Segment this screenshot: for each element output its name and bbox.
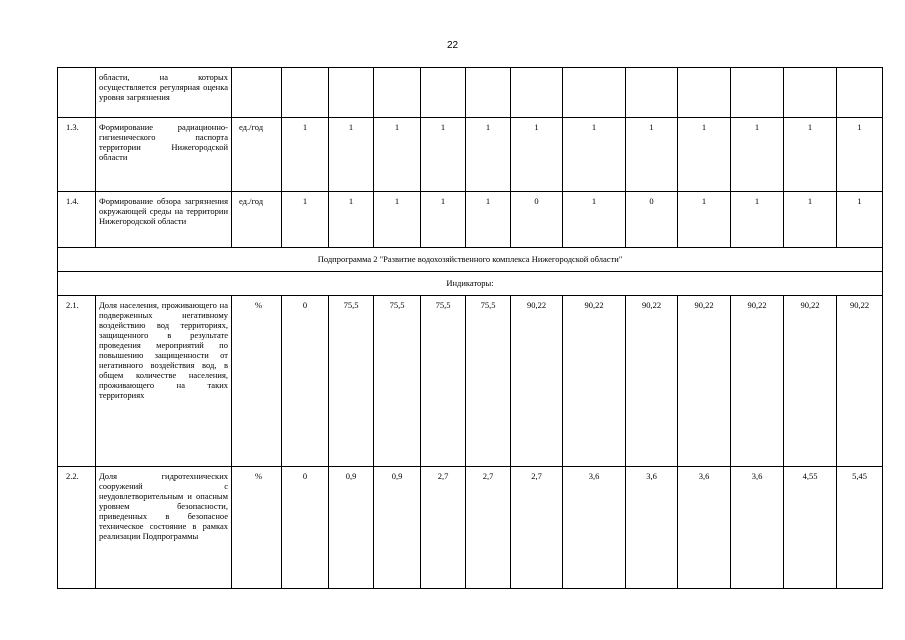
value-cell: 75,5 xyxy=(374,296,421,467)
value-cell: 1 xyxy=(329,118,374,192)
indicators-label: Индикаторы: xyxy=(58,272,883,296)
value-cell: 3,6 xyxy=(731,467,784,589)
value-cell: 1 xyxy=(466,192,511,248)
value-cell: 1 xyxy=(511,118,563,192)
value-cell xyxy=(374,68,421,118)
value-cell: 3,6 xyxy=(563,467,626,589)
row-number: 2.1. xyxy=(58,296,96,467)
value-cell: 1 xyxy=(784,192,837,248)
table-row xyxy=(58,467,883,589)
value-cell xyxy=(329,68,374,118)
value-cell: 90,22 xyxy=(563,296,626,467)
value-cell: 90,22 xyxy=(678,296,731,467)
subprogram-title: Подпрограмма 2 "Развитие водохозяйственного комплекса Нижегородской области" xyxy=(58,248,883,272)
value-cell: 3,6 xyxy=(678,467,731,589)
value-cell: 1 xyxy=(837,118,883,192)
value-cell: 0 xyxy=(282,467,329,589)
value-cell: 75,5 xyxy=(466,296,511,467)
table-row xyxy=(58,68,883,118)
value-cell: 1 xyxy=(329,192,374,248)
value-cell: 75,5 xyxy=(329,296,374,467)
value-cell xyxy=(784,68,837,118)
value-cell: 4,55 xyxy=(784,467,837,589)
value-cell: 1 xyxy=(421,192,466,248)
unit-cell: ед./год xyxy=(232,118,282,192)
value-cell: 1 xyxy=(282,118,329,192)
value-cell: 0 xyxy=(626,192,678,248)
value-cell: 1 xyxy=(466,118,511,192)
value-cell: 1 xyxy=(563,118,626,192)
value-cell xyxy=(731,68,784,118)
row-number xyxy=(58,68,96,118)
value-cell: 1 xyxy=(678,118,731,192)
unit-cell: % xyxy=(232,296,282,467)
value-cell: 90,22 xyxy=(784,296,837,467)
value-cell: 5,45 xyxy=(837,467,883,589)
indicator-name: Доля населения, проживающего на подверженных негативному воздействию вод территориях, защищенного в результате проведения мероприятий по повышению защищенности от негативного воздействия вод, в общем количестве населения, проживающего на таких территориях xyxy=(96,296,232,467)
value-cell: 1 xyxy=(837,192,883,248)
row-number: 2.2. xyxy=(58,467,96,589)
value-cell: 90,22 xyxy=(626,296,678,467)
value-cell: 2,7 xyxy=(466,467,511,589)
value-cell xyxy=(626,68,678,118)
value-cell xyxy=(678,68,731,118)
table-row xyxy=(58,296,883,467)
subprogram-row xyxy=(58,248,883,272)
value-cell: 1 xyxy=(731,118,784,192)
value-cell: 75,5 xyxy=(421,296,466,467)
value-cell: 1 xyxy=(563,192,626,248)
value-cell: 1 xyxy=(626,118,678,192)
value-cell xyxy=(421,68,466,118)
value-cell: 1 xyxy=(374,118,421,192)
indicators-header-row xyxy=(58,272,883,296)
indicator-name: Доля гидротехнических сооружений с неудовлетворительным и опасным уровнем безопасности, приведенных в безопасное техническое состояние в рамках реализации Подпрограммы xyxy=(96,467,232,589)
value-cell: 1 xyxy=(784,118,837,192)
value-cell: 0,9 xyxy=(329,467,374,589)
value-cell xyxy=(563,68,626,118)
row-number: 1.3. xyxy=(58,118,96,192)
value-cell: 1 xyxy=(374,192,421,248)
value-cell: 1 xyxy=(678,192,731,248)
value-cell: 0 xyxy=(511,192,563,248)
value-cell: 0,9 xyxy=(374,467,421,589)
value-cell: 1 xyxy=(731,192,784,248)
value-cell: 90,22 xyxy=(511,296,563,467)
row-number: 1.4. xyxy=(58,192,96,248)
value-cell: 3,6 xyxy=(626,467,678,589)
indicator-name: области, на которых осуществляется регулярная оценка уровня загрязнения xyxy=(96,68,232,118)
page-number: 22 xyxy=(446,40,459,51)
value-cell xyxy=(282,68,329,118)
value-cell xyxy=(466,68,511,118)
table-row xyxy=(58,118,883,192)
indicators-table xyxy=(57,67,883,589)
unit-cell: % xyxy=(232,467,282,589)
indicator-name: Формирование радиационно-гигиенического паспорта территории Нижегородской области xyxy=(96,118,232,192)
value-cell: 2,7 xyxy=(421,467,466,589)
value-cell: 2,7 xyxy=(511,467,563,589)
value-cell xyxy=(837,68,883,118)
value-cell: 0 xyxy=(282,296,329,467)
value-cell: 90,22 xyxy=(731,296,784,467)
unit-cell: ед./год xyxy=(232,192,282,248)
value-cell: 1 xyxy=(421,118,466,192)
value-cell: 1 xyxy=(282,192,329,248)
table-row xyxy=(58,192,883,248)
indicator-name: Формирование обзора загрязнения окружающей среды на территории Нижегородской области xyxy=(96,192,232,248)
unit-cell xyxy=(232,68,282,118)
value-cell: 90,22 xyxy=(837,296,883,467)
value-cell xyxy=(511,68,563,118)
